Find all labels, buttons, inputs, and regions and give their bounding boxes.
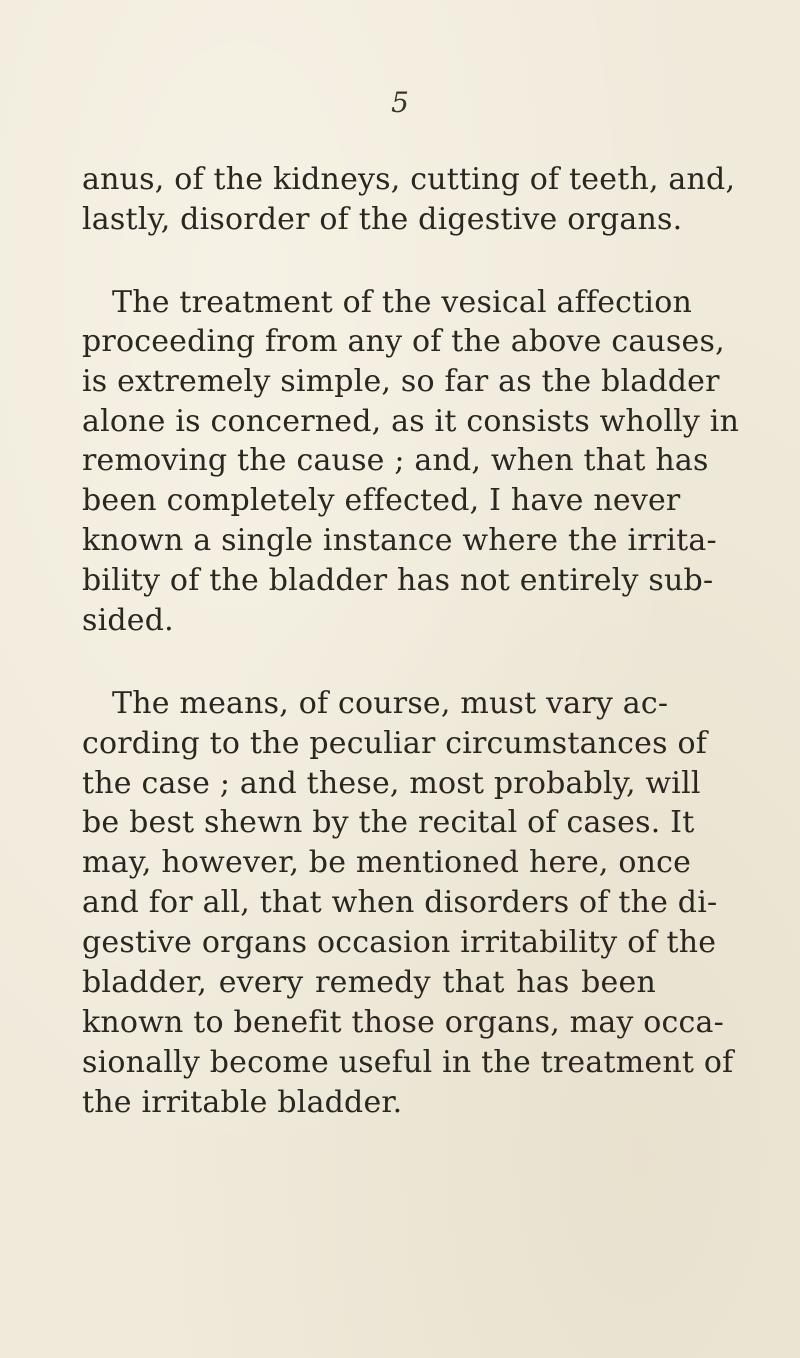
- text-line: sided.: [82, 603, 174, 638]
- text-line: bladder, every remedy that has been: [82, 965, 656, 1000]
- text-line: the irritable bladder.: [82, 1085, 403, 1120]
- text-line: known to benefit those organs, may occa-: [82, 1005, 724, 1040]
- text-line: The treatment of the vesical affection: [112, 285, 692, 320]
- text-line: cording to the peculiar circumstances of: [82, 726, 708, 761]
- text-line: proceeding from any of the above causes,: [82, 324, 725, 359]
- text-line: anus, of the kidneys, cutting of teeth, and,: [82, 162, 736, 197]
- text-line: bility of the bladder has not entirely sub-: [82, 563, 714, 598]
- text-line: known a single instance where the irrita-: [82, 523, 717, 558]
- text-line: gestive organs occasion irritability of the: [82, 925, 717, 960]
- text-line: is extremely simple, so far as the bladder: [82, 364, 720, 399]
- text-line: lastly, disorder of the digestive organs.: [82, 202, 683, 237]
- text-line: alone is concerned, as it consists wholly in: [82, 404, 740, 439]
- text-line: and for all, that when disorders of the di-: [82, 885, 718, 920]
- text-line: be best shewn by the recital of cases. It: [82, 805, 695, 840]
- text-line: may, however, be mentioned here, once: [82, 845, 692, 880]
- text-line: been completely effected, I have never: [82, 483, 681, 518]
- text-line: the case ; and these, most probably, will: [82, 766, 701, 801]
- text-line: The means, of course, must vary ac-: [112, 686, 669, 721]
- page-number: 5: [391, 86, 409, 119]
- text-line: sionally become useful in the treatment of: [82, 1045, 734, 1080]
- text-line: removing the cause ; and, when that has: [82, 443, 709, 478]
